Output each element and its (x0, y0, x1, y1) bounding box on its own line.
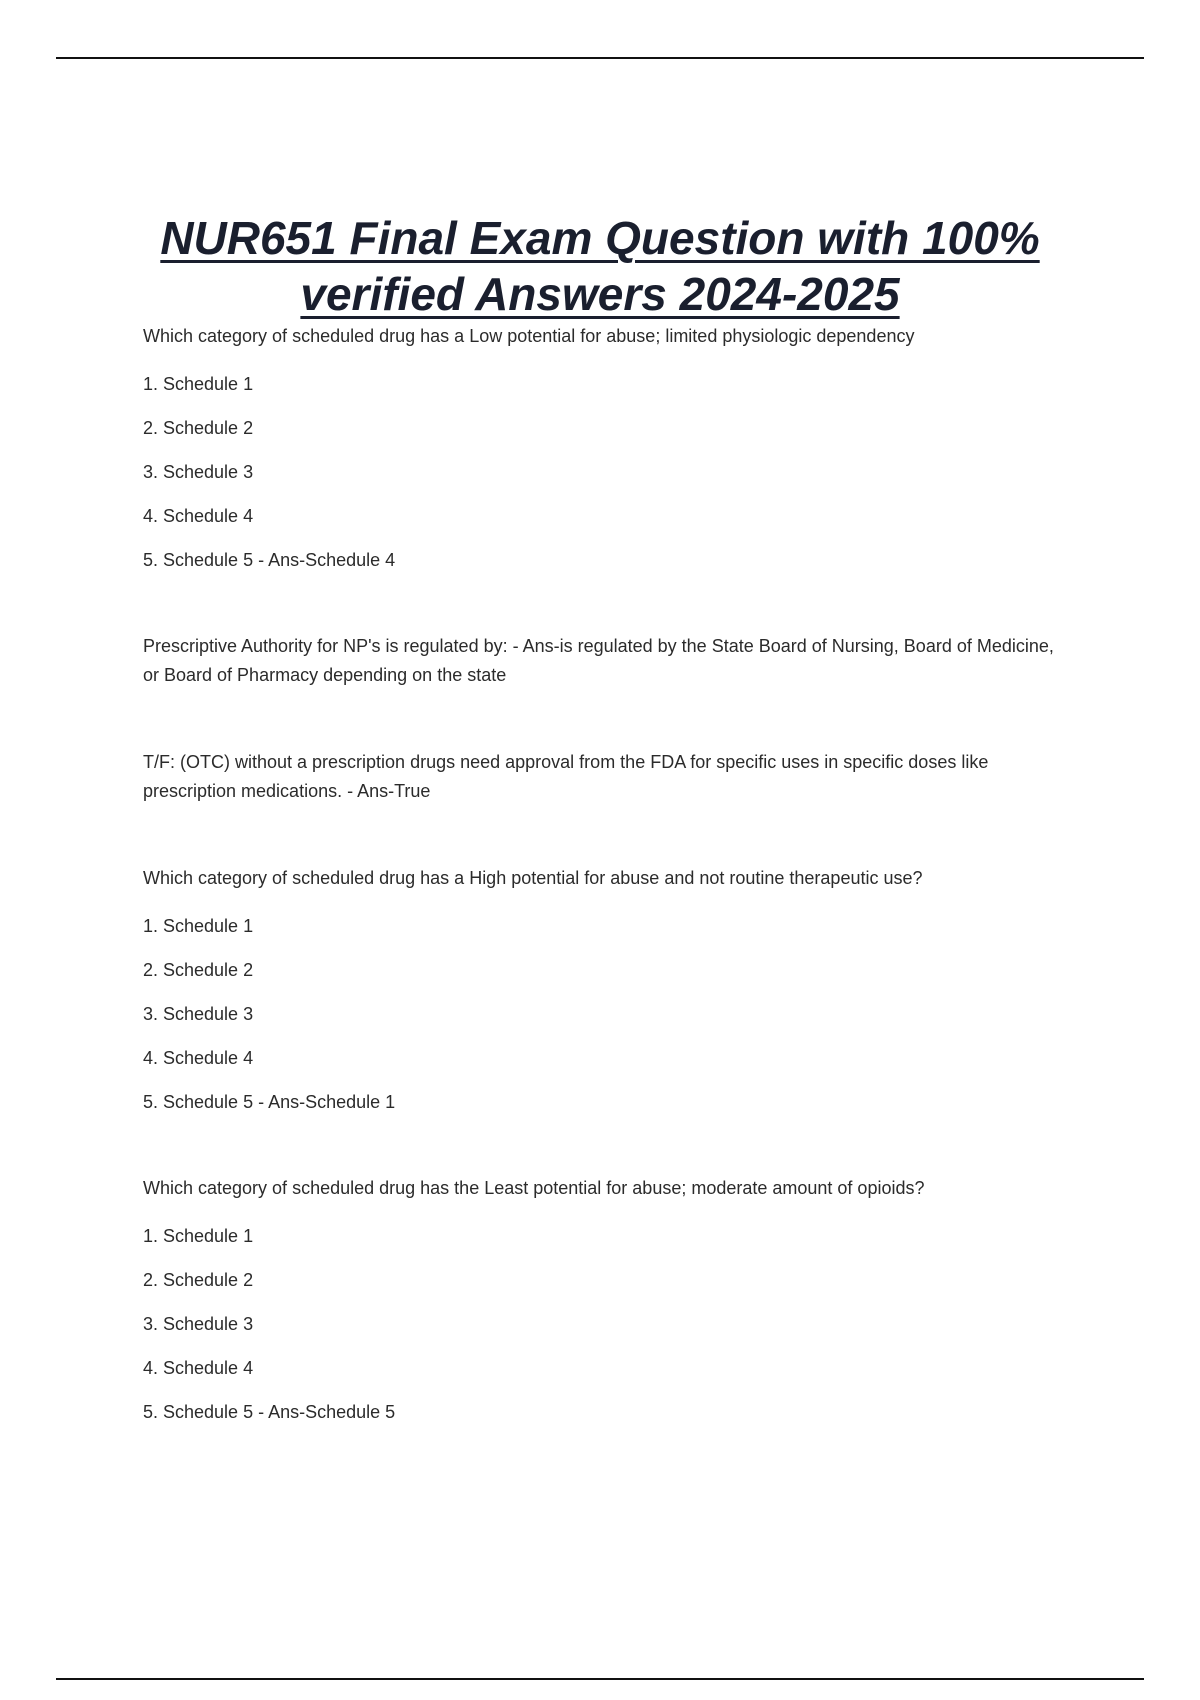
document-title (56, 210, 1144, 322)
answer-option: 5. Schedule 5 - Ans-Schedule 1 (143, 1092, 396, 1112)
question-answer-text: T/F: (OTC) without a prescription drugs need approval from the FDA for specific uses in specific doses like prescription medications. - Ans-True (143, 752, 989, 801)
question-block (143, 864, 1063, 1116)
answer-option: 2. Schedule 2 (143, 960, 254, 980)
question-block (143, 322, 1063, 574)
answer-option: 4. Schedule 4 (143, 506, 254, 526)
answer-option: 1. Schedule 1 (143, 1226, 254, 1246)
answer-option: 4. Schedule 4 (143, 1048, 254, 1068)
document-body (143, 322, 1063, 1426)
answer-option: 3. Schedule 3 (143, 1004, 254, 1024)
answer-option: 5. Schedule 5 - Ans-Schedule 5 (143, 1402, 396, 1422)
title-line-1: NUR651 Final Exam Question with 100% (160, 212, 1040, 264)
answer-option: 4. Schedule 4 (143, 1358, 254, 1378)
question-text: Which category of scheduled drug has a High potential for abuse and not routine therapeutic use? (143, 868, 923, 888)
title-line-2: verified Answers 2024-2025 (300, 268, 900, 320)
answer-option: 2. Schedule 2 (143, 418, 254, 438)
answer-option: 2. Schedule 2 (143, 1270, 254, 1290)
question-block (143, 632, 1063, 690)
question-answer-text: Prescriptive Authority for NP's is regulated by: - Ans-is regulated by the State Board of Nursing, Board of Medicine, or Board of Pharmacy depending on the state (143, 636, 1054, 685)
answer-option: 5. Schedule 5 - Ans-Schedule 4 (143, 550, 396, 570)
question-text: Which category of scheduled drug has the Least potential for abuse; moderate amount of opioids? (143, 1178, 925, 1198)
question-block (143, 1174, 1063, 1426)
answer-option: 3. Schedule 3 (143, 1314, 254, 1334)
answer-option: 3. Schedule 3 (143, 462, 254, 482)
answer-option: 1. Schedule 1 (143, 916, 254, 936)
top-rule (56, 57, 1144, 59)
question-block (143, 748, 1063, 806)
bottom-rule (56, 1678, 1144, 1680)
answer-option: 1. Schedule 1 (143, 374, 254, 394)
question-text: Which category of scheduled drug has a Low potential for abuse; limited physiologic dependency (143, 326, 915, 346)
